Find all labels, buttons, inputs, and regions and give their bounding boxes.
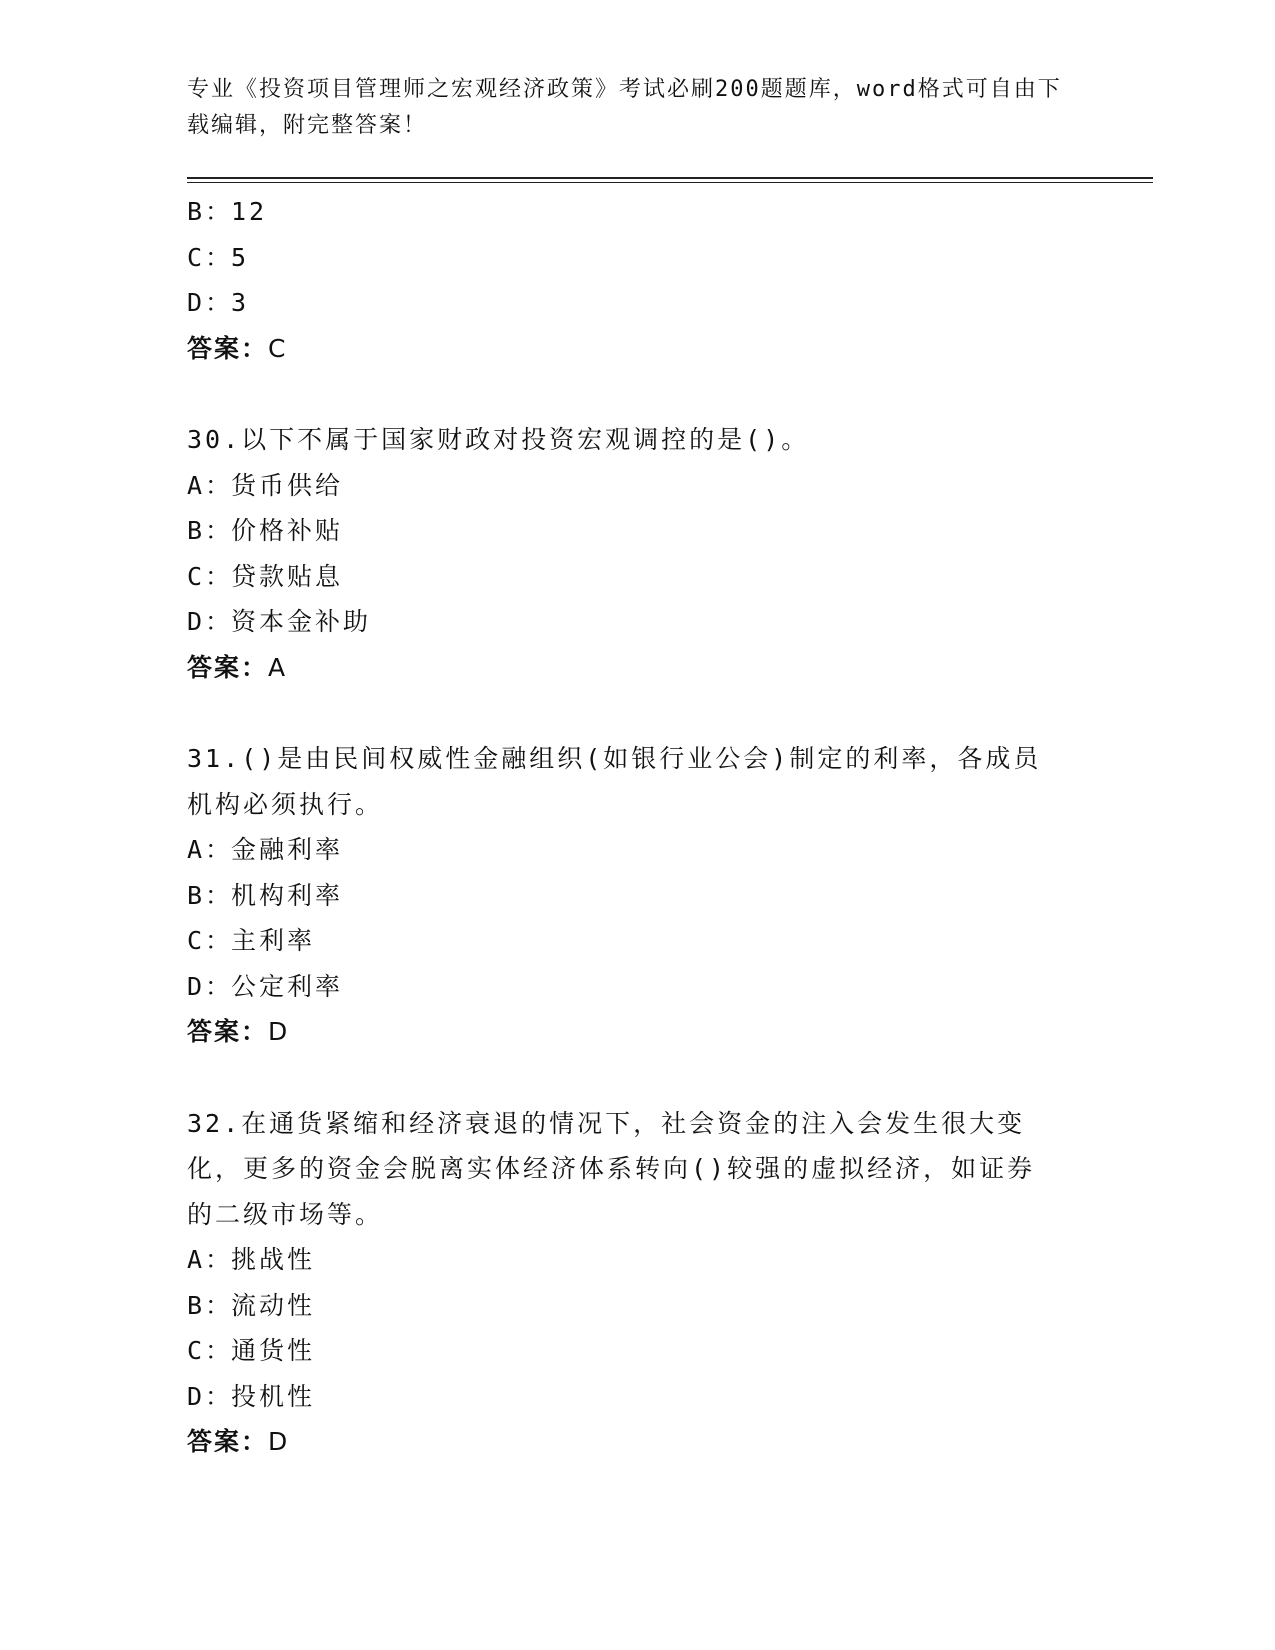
option-d: D：3 <box>187 288 250 317</box>
option-d: D：投机性 <box>187 1381 316 1411</box>
option-b: B：价格补贴 <box>187 516 344 545</box>
option-a: A：金融利率 <box>187 835 344 864</box>
question-stem: 31.()是由民间权威性金融组织(如银行业公会)制定的利率，各成员机构必须执行。 <box>187 744 1042 819</box>
question-31 <box>187 736 1087 1055</box>
answer-line: 答案：A <box>187 652 288 682</box>
answer-line: 答案：C <box>187 333 288 363</box>
question-list <box>187 189 1087 1465</box>
option-b: B：流动性 <box>187 1290 316 1320</box>
option-a: A：挑战性 <box>187 1245 316 1274</box>
header-divider-thin <box>187 182 1153 183</box>
question-stem: 32.在通货紧缩和经济衰退的情况下，社会资金的注入会发生很大变化，更多的资金会脱离实体经济体系转向()较强的虚拟经济，如证券的二级市场等。 <box>187 1108 1036 1229</box>
answer-line: 答案：D <box>187 1017 290 1046</box>
option-c: C：通货性 <box>187 1336 316 1365</box>
option-a: A：货币供给 <box>187 470 344 500</box>
question-stem: 30.以下不属于国家财政对投资宏观调控的是()。 <box>187 425 810 454</box>
option-d: D：资本金补助 <box>187 607 372 636</box>
option-c: C：贷款贴息 <box>187 561 344 591</box>
answer-line: 答案：D <box>187 1427 290 1456</box>
header-text: 专业《投资项目管理师之宏观经济政策》考试必刷200题题库，word格式可自由下载编辑，附完整答案！ <box>187 77 1062 138</box>
prev-question-block <box>187 189 1087 371</box>
header-divider-thick <box>187 177 1153 179</box>
option-d: D：公定利率 <box>187 971 344 1001</box>
question-30 <box>187 417 1087 690</box>
option-b: B：12 <box>187 197 268 226</box>
option-b: B：机构利率 <box>187 880 344 910</box>
question-32 <box>187 1101 1087 1465</box>
option-c: C：5 <box>187 242 250 272</box>
option-c: C：主利率 <box>187 926 316 955</box>
document-header <box>187 72 1067 144</box>
